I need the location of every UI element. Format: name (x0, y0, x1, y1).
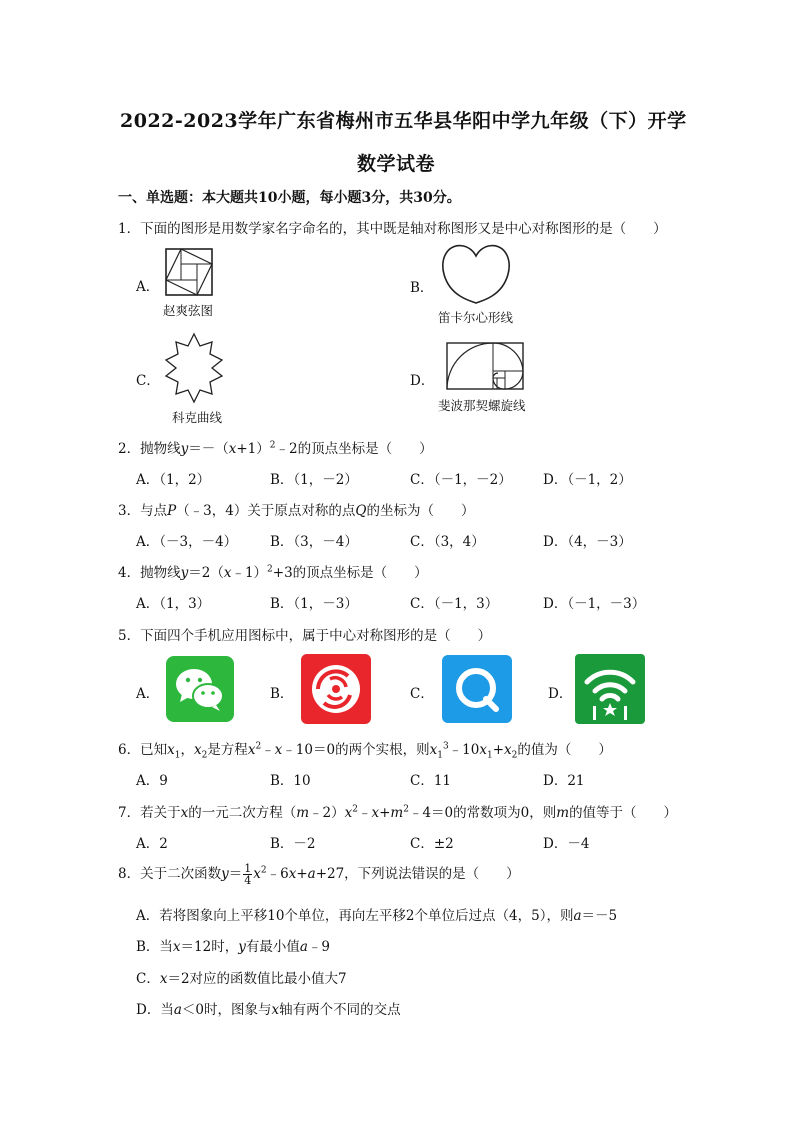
q6-option-d: D．21 (543, 773, 585, 789)
q3-option-b: B．（3，－4） (270, 534, 358, 550)
q8-var: y (238, 939, 246, 955)
question-7-stem (118, 801, 677, 821)
q6-subscript: 2 (511, 750, 518, 761)
q3-var-p: P (167, 503, 177, 519)
q7-option-c: C．±2 (410, 836, 454, 852)
q5-option-a-label: A． (136, 686, 160, 702)
q6-subscript: 2 (201, 750, 208, 761)
q7-var: x (180, 805, 189, 821)
q3-text: 的坐标为（ ） (366, 503, 475, 519)
q6-text: ﹣10＝0的两个实根，则 (282, 742, 430, 758)
q7-text: 7．若关于 (118, 805, 181, 821)
q6-var: x (247, 742, 256, 758)
q1-option-c-label: C． (136, 373, 160, 389)
koch-snowflake-figure (160, 332, 228, 404)
q6-text: ﹣10 (448, 742, 480, 758)
q7-var: x (371, 805, 380, 821)
q8-option-b-text: ＝12时， (180, 939, 239, 955)
wifi-icon (575, 654, 645, 724)
q6-option-b: B．10 (270, 773, 311, 789)
q6-var: x (429, 742, 438, 758)
q8-var: x (288, 866, 297, 882)
q4-option-a: A．（1，3） (136, 596, 211, 612)
wechat-icon (166, 656, 234, 722)
q3-option-d: D．（4，－3） (543, 534, 632, 550)
q4-var-x: x (223, 565, 232, 581)
q1-option-b-label: B． (410, 280, 434, 296)
q1-caption-a: 赵爽弦图 (163, 303, 214, 318)
q4-exponent: 2 (267, 564, 273, 575)
q4-text: +3的顶点坐标是（ ） (272, 565, 428, 581)
question-5-stem: 5．下面四个手机应用图标中，属于中心对称图形的是（ ） (118, 628, 492, 644)
q6-var: x (167, 742, 175, 758)
q8-option-c (136, 967, 347, 987)
q3-text: （﹣3，4）关于原点对称的点 (176, 503, 356, 519)
q8-var: x (172, 939, 181, 955)
q6-option-c: C．11 (410, 773, 452, 789)
q7-text: ﹣2） (309, 805, 345, 821)
q4-text: 4．抛物线 (118, 565, 181, 581)
q8-text: +27，下列说法错误的是（ ） (315, 866, 520, 882)
q5-option-c-label: C． (410, 686, 434, 702)
q1-option-a-label: A． (136, 279, 160, 295)
q8-option-a-text: A．若将图象向上平移10个单位，再向左平移2个单位后过点（4，5），则 (136, 908, 574, 924)
q7-text: ﹣4＝0的常数项为0，则 (408, 805, 557, 821)
q7-text: 的一元二次方程（ (188, 805, 297, 821)
q8-option-b-text: 有最小值 (245, 939, 300, 955)
q8-var: a (573, 908, 582, 924)
q2-option-b: B．（1，－2） (270, 472, 358, 488)
q8-var: x (253, 866, 261, 882)
q8-var: a (307, 866, 316, 882)
q7-text: + (379, 805, 391, 821)
page-subtitle: 数学试卷 (357, 153, 436, 175)
q8-text: + (296, 866, 308, 882)
question-8-stem (118, 862, 520, 886)
phoenix-swirl-icon (301, 654, 371, 724)
q8-numerator: 1 (244, 862, 252, 875)
q3-var-q: Q (355, 503, 367, 519)
q8-text: ﹣6 (266, 866, 289, 882)
q2-option-c: C．（－1，－2） (410, 472, 512, 488)
q8-var: x (271, 1002, 280, 1018)
q8-denominator: 4 (244, 874, 252, 887)
q6-text: 的值为（ ） (517, 742, 612, 758)
q8-option-d (136, 998, 401, 1018)
q4-option-b: B．（1，－3） (270, 596, 358, 612)
q7-option-a: A．2 (136, 836, 168, 852)
q2-text: ＝－（ (188, 441, 229, 457)
q6-subscript: 1 (174, 750, 181, 761)
q8-var: y (221, 866, 229, 882)
q8-text: ＝ (228, 866, 243, 882)
q7-var: m (390, 805, 404, 821)
q8-fraction (243, 863, 252, 886)
q7-text: ﹣ (357, 805, 372, 821)
q8-var: x (159, 971, 168, 987)
q2-var-x: x (228, 441, 237, 457)
q5-option-b-label: B． (270, 686, 294, 702)
q3-option-a: A．（－3，－4） (136, 534, 238, 550)
q8-var: a (299, 939, 308, 955)
question-2-stem (118, 437, 433, 457)
q8-option-c-text: C． (136, 971, 160, 987)
q1-option-d-label: D． (410, 373, 435, 389)
zhao-shuang-diagram-figure (165, 248, 213, 296)
q8-option-b-text: ﹣9 (307, 939, 331, 955)
q8-option-b-text: B．当 (136, 939, 173, 955)
q7-exponent: 2 (403, 804, 409, 815)
q2-var-y: y (180, 441, 189, 457)
q8-var: a (173, 1002, 182, 1018)
question-3-stem (118, 499, 474, 519)
q8-exponent: 2 (260, 865, 267, 876)
section-heading: 一、单选题：本大题共10小题，每小题3分，共30分。 (118, 190, 461, 206)
q4-option-c: C．（－1，3） (410, 596, 499, 612)
q7-exponent: 2 (352, 804, 358, 815)
q8-option-c-text: ＝2对应的函数值比最小值大7 (167, 971, 347, 987)
q6-var: x (504, 742, 512, 758)
q6-text: ﹣ (261, 742, 275, 758)
q6-exponent: 2 (255, 741, 262, 752)
q6-subscript: 1 (437, 750, 443, 761)
page-title: 2022-2023学年广东省梅州市五华县华阳中学九年级（下）开学 (120, 110, 687, 132)
q8-option-d-text: 轴有两个不同的交点 (279, 1002, 401, 1018)
q7-var: x (344, 805, 353, 821)
q2-text: +1） (236, 441, 270, 457)
question-4-stem (118, 561, 428, 581)
q8-text: 8．关于二次函数 (118, 866, 222, 882)
fibonacci-spiral-figure (446, 342, 524, 390)
q6-text: + (492, 742, 505, 758)
q2-exponent: 2 (269, 440, 276, 451)
q6-var: x (193, 742, 202, 758)
q6-var: x (479, 742, 487, 758)
q7-option-d: D．－4 (543, 836, 590, 852)
q8-option-b (136, 935, 330, 955)
q6-option-a: A．9 (136, 773, 168, 789)
q1-caption-b: 笛卡尔心形线 (438, 310, 514, 325)
q8-option-a-text: ＝－5 (581, 908, 618, 924)
q6-var: x (274, 742, 283, 758)
q6-exponent: 3 (442, 741, 449, 752)
q2-option-d: D．（－1，2） (543, 472, 632, 488)
question-1-stem: 1．下面的图形是用数学家名字命名的，其中既是轴对称图形又是中心对称图形的是（ ） (118, 221, 667, 237)
q3-option-c: C．（3，4） (410, 534, 485, 550)
q7-option-b: B．－2 (270, 836, 316, 852)
q6-subscript: 1 (486, 750, 493, 761)
q6-text: ， (180, 742, 194, 758)
q4-option-d: D．（－1，－3） (543, 596, 646, 612)
q1-caption-d: 斐波那契螺旋线 (438, 398, 526, 413)
q6-text: 是方程 (207, 742, 248, 758)
q8-option-a (136, 904, 617, 924)
q7-var: m (556, 805, 570, 821)
q2-text: 2．抛物线 (118, 441, 181, 457)
q3-text: 3．与点 (118, 503, 168, 519)
q8-option-d-text: D．当 (136, 1002, 174, 1018)
q-search-icon (442, 655, 512, 723)
q6-text: 6．已知 (118, 742, 168, 758)
q7-var: m (296, 805, 310, 821)
q5-option-d-label: D． (548, 686, 573, 702)
question-6-stem (118, 738, 612, 761)
q8-option-d-text: ＜0时，图象与 (181, 1002, 272, 1018)
q2-text: ﹣2的顶点坐标是（ ） (275, 441, 433, 457)
q1-caption-c: 科克曲线 (172, 410, 223, 425)
q4-text: ＝2（ (188, 565, 224, 581)
q7-text: 的值等于（ ） (569, 805, 678, 821)
q2-option-a: A．（1，2） (136, 472, 211, 488)
q4-text: ﹣1） (231, 565, 268, 581)
q4-var-y: y (180, 565, 189, 581)
cardioid-figure (440, 242, 512, 304)
